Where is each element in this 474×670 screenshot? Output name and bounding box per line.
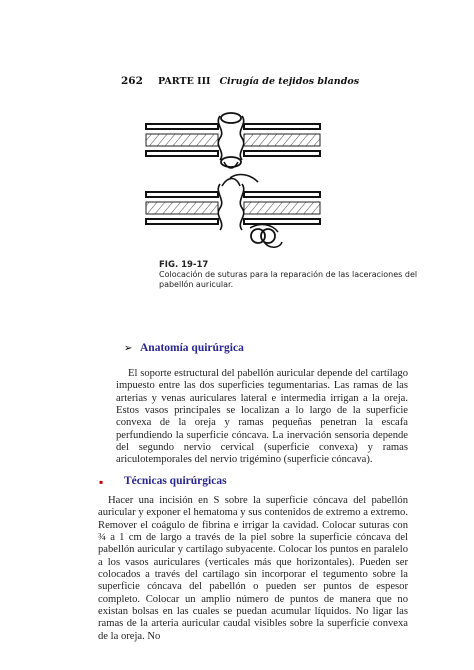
anatomy-paragraph: El soporte estructural del pabellón auricular depende del cartílago impuesto entre las dos superficies tegumentarias. Las ramas de las arterias y venas auriculares lateral e intermedia irrigan a la oreja. Estos vasos principales se localizan a lo largo de la superficie convexa de la oreja y ramas pequeñas penetran la escafa perfundiendo la superficie cóncava. La inervación sensoria depende del segundo nervio cervical (superficie convexa) y ramas ariculotemporales del nervio trigémino (superficie cóncava). — [116, 368, 408, 466]
upper-ear-section — [146, 113, 320, 168]
section-marker-arrow: ➢ — [124, 343, 133, 354]
figure-caption — [159, 260, 449, 290]
page-header — [121, 75, 359, 87]
page-number: 262 — [121, 75, 143, 87]
part-label: PARTE III — [157, 76, 211, 87]
figure-caption-text: Colocación de suturas para la reparación de las laceraciones del pabellón auricular. — [159, 270, 418, 289]
section-bullet-icon: ▪ — [99, 475, 104, 489]
techniques-paragraph: Hacer una incisión en S sobre la superficie cóncava del pabellón auricular y exponer el hematoma y sus contenidos de extremo a extremo. Remover el coágulo de fibrina e irrigar la cavidad. Colocar suturas con ¾ a 1 cm de largo a través de la piel sobre la superficie cóncava del pabellón auricular y cartílago subyacente. Colocar los puntos en paralelo a los vasos auriculares (verticales más que horizontales). Pueden ser colocados a través del cartílago sin incorporar el tegumento sobre la superficie cóncava del pabellón o pueden ser puntos de espesor completo. Colocar un amplio número de puntos de manera que no existan bolsas en las cuales se puedan acumular líquidos. No ligar las ramas de la arteria auricular caudal visibles sobre la superficie convexa de la oreja. No — [98, 495, 408, 642]
section-heading-anatomy: Anatomía quirúrgica — [140, 342, 244, 354]
part-subtitle: Cirugía de tejidos blandos — [219, 76, 360, 87]
lower-ear-section — [146, 175, 320, 248]
suture-illustration — [140, 110, 326, 260]
section-heading-techniques: Técnicas quirúrgicas — [124, 475, 227, 487]
figure-label: FIG. 19-17 — [159, 260, 209, 270]
